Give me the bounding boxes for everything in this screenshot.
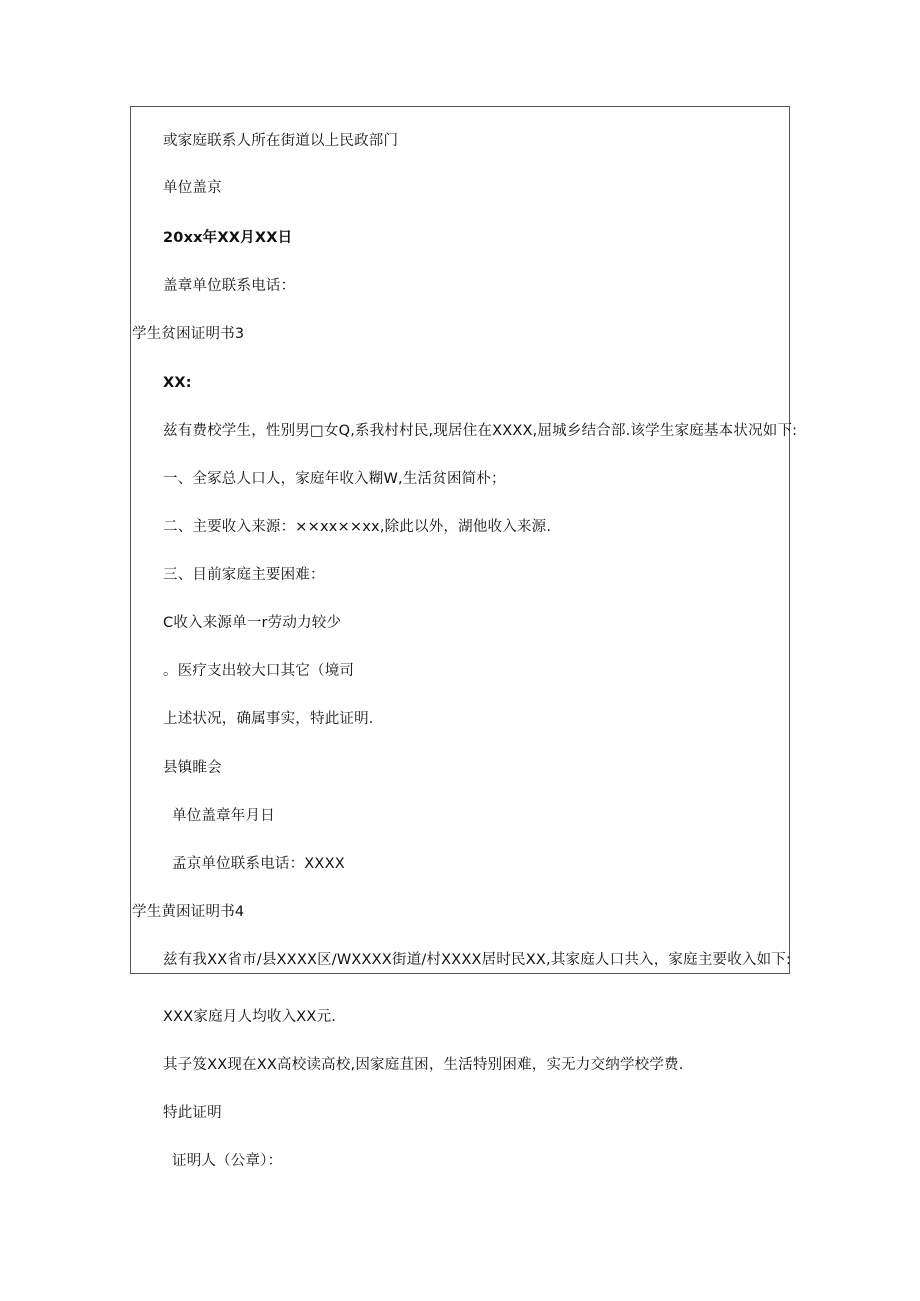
text-line-monthly-income: XXX家庭月人均收入XX元. (163, 1009, 337, 1025)
text-line-difficulties: 三、目前家庭主要困难： (163, 567, 325, 583)
text-line-single-income: C收入来源单一r劳动力较少 (163, 615, 342, 631)
text-line-hereby-certify: 特此证明 (163, 1105, 222, 1121)
text-line-salutation: XX: (163, 375, 192, 391)
text-line-family-size: 一、全冢总人口人，家庭年收入糊W,生活贫困简朴； (163, 471, 506, 487)
text-line-civil-affairs: 或家庭联系人所在街道以上民政部门 (163, 133, 399, 149)
section-title-certificate-3: 学生贫困证明书3 (132, 326, 245, 342)
section-title-certificate-4: 学生黄困证明书4 (132, 904, 245, 920)
text-line-tuition: 其子笈XX现在XX高校读高校,因家庭苴困，生活特别困难，实无力交纳学校学费. (163, 1057, 684, 1073)
text-line-student-intro: 兹有费校学生，性别男□女Q,系我村村民,现居住在XXXX,屈城乡结合部.该学生家庭基本状况如下: (163, 423, 798, 439)
text-line-resident-intro: 兹有我XX省市/县XXXX区/WXXXX街道/村XXXX居时民XX,其家庭人口共入，家庭主要收入如下: (163, 952, 792, 968)
text-line-seal-date: 单位盖章年月日 (172, 808, 275, 824)
text-line-medical: 。医疗支出较大口其它（境司 (163, 663, 355, 679)
text-line-unit-phone: 孟京单位联系电话：XXXX (172, 856, 345, 872)
text-line-income-source: 二、主要收入来源：××xx××xx,除此以外，湖他收入来源. (163, 519, 552, 535)
text-line-certifier: 证明人（公章）： (172, 1153, 283, 1169)
text-line-date: 20xx年XX月XX日 (163, 230, 293, 246)
text-line-seal-phone: 盖章单位联系电话： (163, 278, 296, 294)
text-line-committee: 县镇睢会 (163, 760, 222, 776)
text-line-certify: 上述状况，确属事实，特此证明. (163, 711, 374, 727)
text-line-unit-seal: 单位盖京 (163, 180, 222, 196)
